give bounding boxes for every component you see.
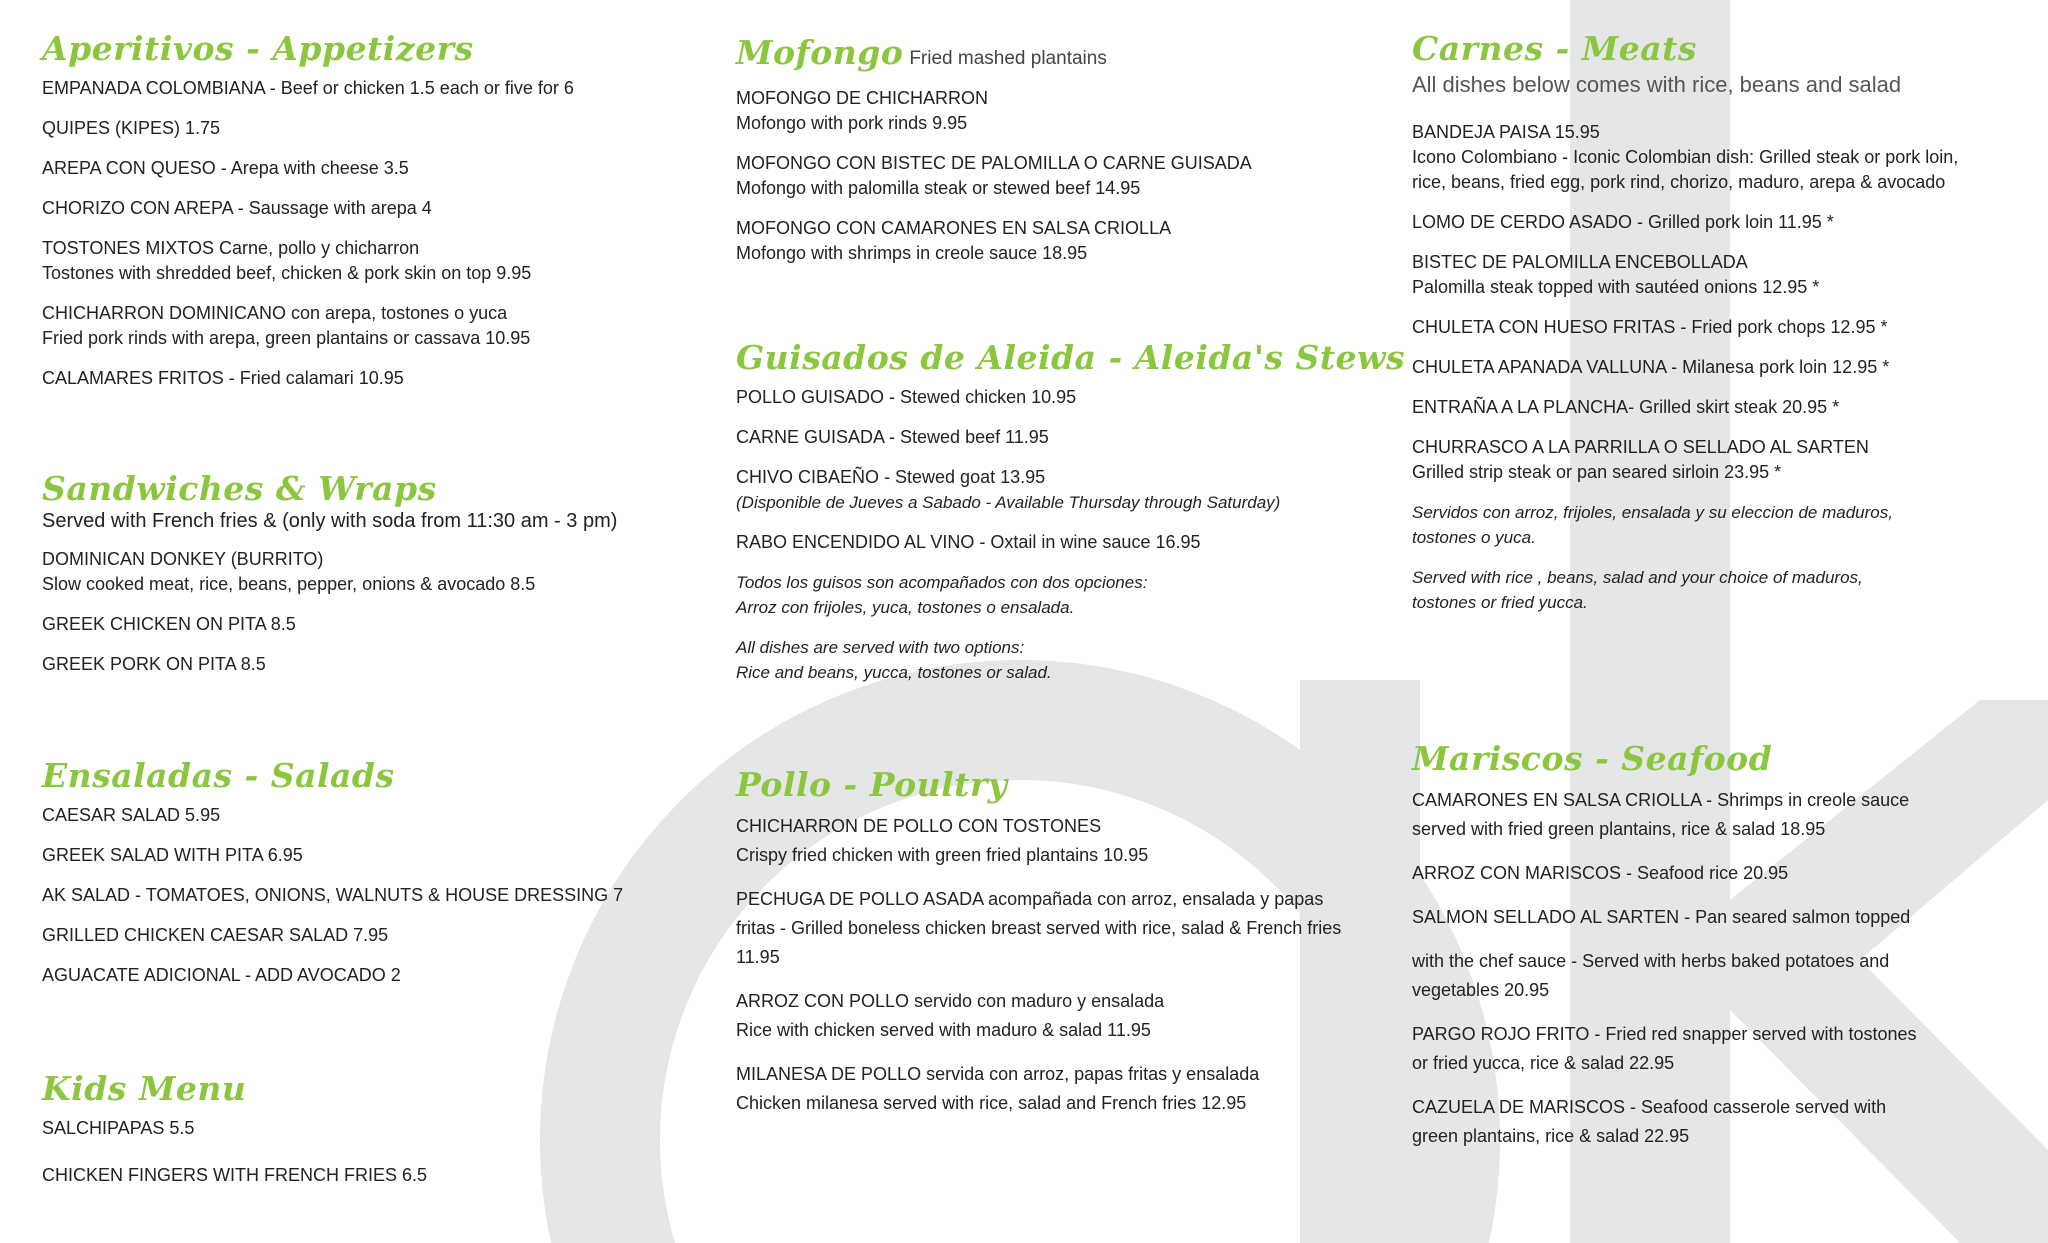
menu-item-line: GREEK PORK ON PITA 8.5 (42, 654, 266, 674)
section-title: Carnes - Meats (1412, 29, 1698, 68)
menu-item-line: CHORIZO CON AREPA - Saussage with arepa 4 (42, 198, 432, 218)
menu-item-line: Todos los guisos son acompañados con dos opciones: (736, 573, 1148, 592)
menu-item-line: Crispy fried chicken with green fried plantains 10.95 (736, 845, 1149, 865)
menu-item (736, 151, 1356, 201)
menu-list (1412, 120, 2012, 485)
menu-item (42, 1163, 682, 1188)
section-title: Kids Menu (42, 1069, 247, 1108)
menu-item (1412, 355, 2012, 380)
menu-item-line: 11.95 (736, 947, 780, 967)
menu-item-line: PARGO ROJO FRITO - Fried red snapper served with tostones (1412, 1024, 1917, 1044)
notes-list (1412, 500, 2012, 615)
menu-item (42, 1116, 682, 1141)
menu-item-line: Rice and beans, yucca, tostones or salad. (736, 663, 1052, 682)
menu-item-line: fritas - Grilled boneless chicken breast served with rice, salad & French fries (736, 918, 1342, 938)
section-title: Sandwiches & Wraps (42, 469, 437, 508)
menu-item-line: CHICKEN FINGERS WITH FRENCH FRIES 6.5 (42, 1165, 428, 1185)
menu-item-line: CHICHARRON DE POLLO CON TOSTONES (736, 816, 1102, 836)
availability-note: (Disponible de Jueves a Sabado - Available Thursday through Saturday) (736, 493, 1281, 512)
menu-item-line: ARROZ CON MARISCOS - Seafood rice 20.95 (1412, 863, 1789, 883)
menu-item (42, 923, 682, 948)
menu-item-line: Served with rice , beans, salad and your choice of maduros, (1412, 568, 1863, 587)
menu-item-line: ARROZ CON POLLO servido con maduro y ensalada (736, 991, 1165, 1011)
menu-item-line: tostones or fried yucca. (1412, 593, 1588, 612)
section-subtitle: Served with French fries & (only with soda from 11:30 am - 3 pm) (42, 510, 618, 532)
menu-item-line: or fried yucca, rice & salad 22.95 (1412, 1053, 1675, 1073)
menu-item-line: CHURRASCO A LA PARRILLA O SELLADO AL SARTEN (1412, 437, 1869, 457)
menu-item (42, 236, 682, 286)
section-title: Aperitivos - Appetizers (42, 29, 474, 68)
section-title-text: Mofongo (736, 33, 904, 72)
menu-item-line: LOMO DE CERDO ASADO - Grilled pork loin 11.95 * (1412, 212, 1834, 232)
menu-item (42, 547, 682, 597)
menu-item-line: CAZUELA DE MARISCOS - Seafood casserole served with (1412, 1097, 1887, 1117)
menu-item-line: Mofongo with palomilla steak or stewed beef 14.95 (736, 178, 1141, 198)
menu-item-line: Servidos con arroz, frijoles, ensalada y su eleccion de maduros, (1412, 503, 1893, 522)
menu-item-line: Tostones with shredded beef, chicken & pork skin on top 9.95 (42, 263, 532, 283)
menu-item-line: ENTRAÑA A LA PLANCHA- Grilled skirt steak 20.95 * (1412, 397, 1840, 417)
section-title: Guisados de Aleida - Aleida's Stews (736, 338, 1406, 377)
menu-item-line: PECHUGA DE POLLO ASADA acompañada con arroz, ensalada y papas (736, 889, 1324, 909)
menu-item-line: tostones o yuca. (1412, 528, 1536, 547)
menu-item (42, 301, 682, 351)
menu-item-line: CARNE GUISADA - Stewed beef 11.95 (736, 427, 1049, 447)
menu-item (736, 385, 1356, 410)
menu-item-line: CALAMARES FRITOS - Fried calamari 10.95 (42, 368, 404, 388)
menu-item (42, 196, 682, 221)
menu-item-line: QUIPES (KIPES) 1.75 (42, 118, 221, 138)
menu-item-line: Rice with chicken served with maduro & salad 11.95 (736, 1020, 1151, 1040)
note-text (1412, 565, 2012, 615)
menu-item (736, 987, 1356, 1045)
menu-item-line: with the chef sauce - Served with herbs baked potatoes and (1412, 951, 1890, 971)
menu-item (42, 963, 682, 988)
section-title: Pollo - Poultry (736, 765, 1008, 804)
menu-item (736, 1060, 1356, 1118)
menu-item-line: AGUACATE ADICIONAL - ADD AVOCADO 2 (42, 965, 401, 985)
menu-item-line: GREEK CHICKEN ON PITA 8.5 (42, 614, 296, 634)
note-text (736, 635, 1356, 685)
menu-item-line: CHULETA APANADA VALLUNA - Milanesa pork loin 12.95 * (1412, 357, 1890, 377)
menu-item (1412, 120, 2012, 195)
section-title: Mariscos - Seafood (1412, 739, 1773, 778)
menu-item (1412, 903, 2012, 932)
menu-item-line: Palomilla steak topped with sautéed onions 12.95 * (1412, 277, 1820, 297)
menu-item (1412, 859, 2012, 888)
note-text (1412, 500, 2012, 550)
section-mofongo (736, 30, 1356, 281)
menu-item (42, 156, 682, 181)
menu-item (1412, 947, 2012, 1005)
menu-item-line: Icono Colombiano - Iconic Colombian dish: Grilled steak or pork loin, (1412, 147, 1959, 167)
menu-item-line: Fried pork rinds with arepa, green plantains or cassava 10.95 (42, 328, 531, 348)
menu-item (1412, 1093, 2012, 1151)
menu-item (42, 366, 682, 391)
menu-item (42, 803, 682, 828)
menu-item-line: AREPA CON QUESO - Arepa with cheese 3.5 (42, 158, 409, 178)
menu-item (736, 465, 1356, 490)
menu-item-line: All dishes are served with two options: (736, 638, 1025, 657)
menu-item (1412, 250, 2012, 300)
menu-item-line: GRILLED CHICKEN CAESAR SALAD 7.95 (42, 925, 389, 945)
section-poultry (736, 762, 1356, 1133)
menu-item-line: Arroz con frijoles, yuca, tostones o ensalada. (736, 598, 1075, 617)
menu-item-line: CHICHARRON DOMINICANO con arepa, tostones o yuca (42, 303, 508, 323)
menu-item-line: POLLO GUISADO - Stewed chicken 10.95 (736, 387, 1077, 407)
menu-list (42, 547, 682, 677)
menu-item-line: Chicken milanesa served with rice, salad and French fries 12.95 (736, 1093, 1247, 1113)
menu-item-line: vegetables 20.95 (1412, 980, 1550, 1000)
menu-item (1412, 315, 2012, 340)
menu-item (42, 612, 682, 637)
section-kids (42, 1066, 682, 1210)
menu-item (42, 76, 682, 101)
menu-item-line: Mofongo with pork rinds 9.95 (736, 113, 968, 133)
menu-list (736, 812, 1356, 1118)
menu-item (736, 425, 1356, 450)
menu-item-line: green plantains, rice & salad 22.95 (1412, 1126, 1690, 1146)
menu-item-line: CHIVO CIBAEÑO - Stewed goat 13.95 (736, 467, 1046, 487)
menu-item-line: SALMON SELLADO AL SARTEN - Pan seared salmon topped (1412, 907, 1911, 927)
menu-list (42, 76, 682, 391)
menu-item (1412, 395, 2012, 420)
menu-item-line: MOFONGO CON CAMARONES EN SALSA CRIOLLA (736, 218, 1172, 238)
menu-item-line: TOSTONES MIXTOS Carne, pollo y chicharron (42, 238, 420, 258)
menu-list (42, 1116, 682, 1188)
menu-list (736, 86, 1356, 266)
note-text (736, 570, 1356, 620)
menu-list (736, 385, 1356, 490)
menu-item-line: MILANESA DE POLLO servida con arroz, papas fritas y ensalada (736, 1064, 1260, 1084)
menu-item-line: EMPANADA COLOMBIANA - Beef or chicken 1.5 each or five for 6 (42, 78, 574, 98)
menu-item-line: BANDEJA PAISA 15.95 (1412, 122, 1600, 142)
section-meats (1412, 26, 2012, 630)
menu-item (42, 652, 682, 677)
menu-item-line: Slow cooked meat, rice, beans, pepper, onions & avocado 8.5 (42, 574, 536, 594)
section-title (736, 30, 1356, 82)
section-sandwiches (42, 466, 682, 692)
menu-item-line: Mofongo with shrimps in creole sauce 18.95 (736, 243, 1088, 263)
menu-item (42, 116, 682, 141)
menu-item (42, 883, 682, 908)
menu-item (42, 843, 682, 868)
menu-item-line: Grilled strip steak or pan seared sirloin 23.95 * (1412, 462, 1782, 482)
menu-item-line: rice, beans, fried egg, pork rind, chorizo, maduro, arepa & avocado (1412, 172, 1946, 192)
section-appetizers (42, 26, 682, 406)
menu-item (736, 216, 1356, 266)
section-stews (736, 335, 1406, 700)
section-title: Ensaladas - Salads (42, 756, 395, 795)
section-subtitle: Fried mashed plantains (909, 48, 1107, 69)
menu-item-line: MOFONGO CON BISTEC DE PALOMILLA O CARNE GUISADA (736, 153, 1252, 173)
menu-item-line: GREEK SALAD WITH PITA 6.95 (42, 845, 303, 865)
menu-item-line: CAMARONES EN SALSA CRIOLLA - Shrimps in creole sauce (1412, 790, 1910, 810)
menu-item-line: CHULETA CON HUESO FRITAS - Fried pork chops 12.95 * (1412, 317, 1888, 337)
menu-item (736, 812, 1356, 870)
menu-item (1412, 1020, 2012, 1078)
menu-item (1412, 435, 2012, 485)
menu-item-line: DOMINICAN DONKEY (BURRITO) (42, 549, 324, 569)
menu-item-line: MOFONGO DE CHICHARRON (736, 88, 988, 108)
section-salads (42, 753, 682, 1003)
menu-item (1412, 210, 2012, 235)
menu-item (736, 885, 1356, 972)
menu-item-line: BISTEC DE PALOMILLA ENCEBOLLADA (1412, 252, 1748, 272)
menu-list (1412, 786, 2012, 1151)
menu-item-line: served with fried green plantains, rice & salad 18.95 (1412, 819, 1826, 839)
section-subtitle: All dishes below comes with rice, beans and salad (1412, 72, 1902, 97)
menu-item (1412, 786, 2012, 844)
menu-item-line: SALCHIPAPAS 5.5 (42, 1118, 195, 1138)
menu-item (736, 86, 1356, 136)
section-seafood (1412, 736, 2012, 1166)
menu-list (42, 803, 682, 988)
menu-item-line: AK SALAD - TOMATOES, ONIONS, WALNUTS & HOUSE DRESSING 7 (42, 885, 624, 905)
menu-item-line: CAESAR SALAD 5.95 (42, 805, 221, 825)
menu-item: RABO ENCENDIDO AL VINO - Oxtail in wine sauce 16.95 (736, 532, 1201, 552)
notes-list (736, 570, 1356, 685)
